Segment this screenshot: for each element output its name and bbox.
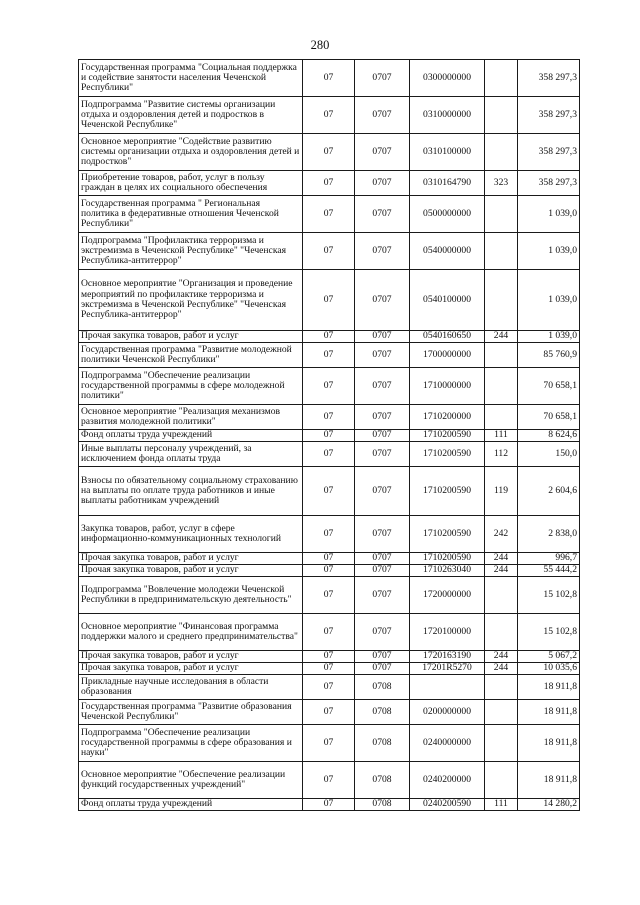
row-name: Фонд оплаты труда учреждений bbox=[79, 430, 303, 442]
row-article-code: 0540000000 bbox=[410, 233, 485, 270]
row-expense-type bbox=[485, 343, 518, 368]
row-expense-type: 323 bbox=[485, 171, 518, 196]
row-name: Основное мероприятие "Организация и проведение мероприятий по профилактике терроризма и экстремизма в Чеченской Республике" "Чеченская Республика-антитеррор" bbox=[79, 270, 303, 331]
row-name: Взносы по обязательному социальному страхованию на выплаты по оплате труда работников и иные выплаты работникам учреждений bbox=[79, 467, 303, 516]
row-section-code: 07 bbox=[303, 614, 355, 651]
row-amount: 18 911,8 bbox=[518, 725, 580, 762]
row-subsection-code: 0707 bbox=[355, 343, 410, 368]
row-amount: 996,7 bbox=[518, 553, 580, 565]
row-subsection-code: 0707 bbox=[355, 651, 410, 663]
row-amount: 358 297,3 bbox=[518, 60, 580, 97]
row-name: Прочая закупка товаров, работ и услуг bbox=[79, 663, 303, 675]
table-row bbox=[79, 725, 580, 762]
table-row bbox=[79, 651, 580, 663]
row-section-code: 07 bbox=[303, 134, 355, 171]
row-section-code: 07 bbox=[303, 60, 355, 97]
row-name: Основное мероприятие "Содействие развитию системы организации отдыха и оздоровления детей и подростков" bbox=[79, 134, 303, 171]
row-expense-type bbox=[485, 675, 518, 700]
row-article-code: 0500000000 bbox=[410, 196, 485, 233]
row-expense-type bbox=[485, 60, 518, 97]
row-section-code: 07 bbox=[303, 270, 355, 331]
row-subsection-code: 0707 bbox=[355, 430, 410, 442]
row-article-code: 0540100000 bbox=[410, 270, 485, 331]
row-name: Прочая закупка товаров, работ и услуг bbox=[79, 651, 303, 663]
row-subsection-code: 0707 bbox=[355, 516, 410, 553]
row-article-code: 1710000000 bbox=[410, 368, 485, 405]
row-name: Основное мероприятие "Реализация механизмов развития молодежной политики" bbox=[79, 405, 303, 430]
row-article-code: 0310000000 bbox=[410, 97, 485, 134]
table-row bbox=[79, 405, 580, 430]
table-row bbox=[79, 553, 580, 565]
row-section-code: 07 bbox=[303, 196, 355, 233]
row-name: Закупка товаров, работ, услуг в сфере информационно-коммуникационных технологий bbox=[79, 516, 303, 553]
budget-table-body bbox=[79, 60, 580, 811]
row-name: Подпрограмма "Вовлечение молодежи Чеченской Республики в предпринимательскую деятельность" bbox=[79, 577, 303, 614]
row-amount: 5 067,2 bbox=[518, 651, 580, 663]
row-expense-type bbox=[485, 405, 518, 430]
row-subsection-code: 0707 bbox=[355, 565, 410, 577]
table-row bbox=[79, 663, 580, 675]
row-article-code: 0540160650 bbox=[410, 331, 485, 343]
row-article-code: 0240200590 bbox=[410, 799, 485, 811]
row-expense-type bbox=[485, 577, 518, 614]
row-section-code: 07 bbox=[303, 331, 355, 343]
row-subsection-code: 0708 bbox=[355, 700, 410, 725]
row-article-code: 1720163190 bbox=[410, 651, 485, 663]
row-section-code: 07 bbox=[303, 651, 355, 663]
row-expense-type: 119 bbox=[485, 467, 518, 516]
table-row bbox=[79, 762, 580, 799]
row-amount: 358 297,3 bbox=[518, 171, 580, 196]
row-article-code: 0240200000 bbox=[410, 762, 485, 799]
row-section-code: 07 bbox=[303, 430, 355, 442]
table-row bbox=[79, 97, 580, 134]
row-expense-type: 111 bbox=[485, 799, 518, 811]
row-name: Прочая закупка товаров, работ и услуг bbox=[79, 553, 303, 565]
row-section-code: 07 bbox=[303, 675, 355, 700]
row-section-code: 07 bbox=[303, 577, 355, 614]
row-amount: 10 035,6 bbox=[518, 663, 580, 675]
row-name: Государственная программа "Развитие молодежной политики Чеченской Республики" bbox=[79, 343, 303, 368]
row-expense-type bbox=[485, 700, 518, 725]
row-amount: 55 444,2 bbox=[518, 565, 580, 577]
table-row bbox=[79, 134, 580, 171]
row-section-code: 07 bbox=[303, 442, 355, 467]
table-row bbox=[79, 171, 580, 196]
row-name: Подпрограмма "Обеспечение реализации государственной программы в сфере образования и науки" bbox=[79, 725, 303, 762]
row-amount: 2 604,6 bbox=[518, 467, 580, 516]
row-expense-type bbox=[485, 725, 518, 762]
row-expense-type: 242 bbox=[485, 516, 518, 553]
row-article-code: 1710263040 bbox=[410, 565, 485, 577]
row-expense-type: 244 bbox=[485, 565, 518, 577]
row-section-code: 07 bbox=[303, 516, 355, 553]
row-section-code: 07 bbox=[303, 565, 355, 577]
row-amount: 2 838,0 bbox=[518, 516, 580, 553]
row-subsection-code: 0707 bbox=[355, 270, 410, 331]
row-section-code: 07 bbox=[303, 663, 355, 675]
row-article-code: 0200000000 bbox=[410, 700, 485, 725]
row-expense-type bbox=[485, 762, 518, 799]
row-article-code: 1710200590 bbox=[410, 430, 485, 442]
row-expense-type bbox=[485, 97, 518, 134]
row-article-code: 1710200590 bbox=[410, 442, 485, 467]
row-expense-type: 244 bbox=[485, 651, 518, 663]
row-amount: 15 102,8 bbox=[518, 614, 580, 651]
row-name: Прочая закупка товаров, работ и услуг bbox=[79, 565, 303, 577]
row-name: Приобретение товаров, работ, услуг в пользу граждан в целях их социального обеспечения bbox=[79, 171, 303, 196]
row-subsection-code: 0707 bbox=[355, 614, 410, 651]
row-subsection-code: 0708 bbox=[355, 725, 410, 762]
row-expense-type bbox=[485, 196, 518, 233]
table-row bbox=[79, 467, 580, 516]
row-name: Прикладные научные исследования в области образования bbox=[79, 675, 303, 700]
row-article-code: 1710200590 bbox=[410, 467, 485, 516]
row-expense-type: 244 bbox=[485, 663, 518, 675]
row-amount: 8 624,6 bbox=[518, 430, 580, 442]
row-amount: 150,0 bbox=[518, 442, 580, 467]
row-name: Фонд оплаты труда учреждений bbox=[79, 799, 303, 811]
row-article-code: 1710200590 bbox=[410, 553, 485, 565]
row-expense-type bbox=[485, 270, 518, 331]
row-section-code: 07 bbox=[303, 97, 355, 134]
table-row bbox=[79, 675, 580, 700]
row-name: Государственная программа "Развитие образования Чеченской Республики" bbox=[79, 700, 303, 725]
table-row bbox=[79, 343, 580, 368]
row-section-code: 07 bbox=[303, 233, 355, 270]
row-name: Подпрограмма "Профилактика терроризма и экстремизма в Чеченской Республике" "Чеченская Республика-антитеррор" bbox=[79, 233, 303, 270]
row-article-code: 1700000000 bbox=[410, 343, 485, 368]
row-article-code bbox=[410, 675, 485, 700]
row-section-code: 07 bbox=[303, 799, 355, 811]
row-name: Основное мероприятие "Финансовая программа поддержки малого и среднего предпринимательства" bbox=[79, 614, 303, 651]
table-row bbox=[79, 270, 580, 331]
row-subsection-code: 0707 bbox=[355, 331, 410, 343]
row-amount: 1 039,0 bbox=[518, 270, 580, 331]
row-section-code: 07 bbox=[303, 762, 355, 799]
table-row bbox=[79, 60, 580, 97]
table-row bbox=[79, 565, 580, 577]
row-name: Основное мероприятие "Обеспечение реализации функций государственных учреждений" bbox=[79, 762, 303, 799]
row-section-code: 07 bbox=[303, 405, 355, 430]
table-row bbox=[79, 614, 580, 651]
table-row bbox=[79, 196, 580, 233]
row-name: Подпрограмма "Развитие системы организации отдыха и оздоровления детей и подростков в Чеченской Республике" bbox=[79, 97, 303, 134]
row-expense-type bbox=[485, 134, 518, 171]
row-amount: 70 658,1 bbox=[518, 368, 580, 405]
row-subsection-code: 0707 bbox=[355, 663, 410, 675]
row-expense-type: 111 bbox=[485, 430, 518, 442]
table-row bbox=[79, 442, 580, 467]
table-row bbox=[79, 368, 580, 405]
row-subsection-code: 0707 bbox=[355, 577, 410, 614]
table-row bbox=[79, 577, 580, 614]
table-row bbox=[79, 516, 580, 553]
row-amount: 1 039,0 bbox=[518, 233, 580, 270]
row-name: Подпрограмма "Обеспечение реализации государственной программы в сфере молодежной политики" bbox=[79, 368, 303, 405]
row-subsection-code: 0707 bbox=[355, 134, 410, 171]
row-amount: 15 102,8 bbox=[518, 577, 580, 614]
row-article-code: 1710200590 bbox=[410, 516, 485, 553]
row-subsection-code: 0708 bbox=[355, 675, 410, 700]
row-article-code: 0310164790 bbox=[410, 171, 485, 196]
row-article-code: 0310100000 bbox=[410, 134, 485, 171]
row-expense-type bbox=[485, 233, 518, 270]
budget-table bbox=[78, 59, 580, 811]
row-amount: 70 658,1 bbox=[518, 405, 580, 430]
row-section-code: 07 bbox=[303, 467, 355, 516]
row-article-code: 1720000000 bbox=[410, 577, 485, 614]
row-subsection-code: 0707 bbox=[355, 233, 410, 270]
row-expense-type: 244 bbox=[485, 553, 518, 565]
row-subsection-code: 0707 bbox=[355, 60, 410, 97]
row-article-code: 0240000000 bbox=[410, 725, 485, 762]
row-subsection-code: 0707 bbox=[355, 442, 410, 467]
row-section-code: 07 bbox=[303, 700, 355, 725]
row-amount: 14 280,2 bbox=[518, 799, 580, 811]
page-number: 280 bbox=[310, 38, 330, 52]
row-expense-type bbox=[485, 368, 518, 405]
row-subsection-code: 0708 bbox=[355, 762, 410, 799]
table-row bbox=[79, 331, 580, 343]
row-section-code: 07 bbox=[303, 343, 355, 368]
row-subsection-code: 0707 bbox=[355, 405, 410, 430]
row-subsection-code: 0707 bbox=[355, 196, 410, 233]
row-article-code: 17201R5270 bbox=[410, 663, 485, 675]
row-article-code: 1720100000 bbox=[410, 614, 485, 651]
row-expense-type bbox=[485, 614, 518, 651]
table-row bbox=[79, 799, 580, 811]
row-article-code: 0300000000 bbox=[410, 60, 485, 97]
row-subsection-code: 0708 bbox=[355, 799, 410, 811]
row-subsection-code: 0707 bbox=[355, 553, 410, 565]
row-amount: 18 911,8 bbox=[518, 762, 580, 799]
row-amount: 18 911,8 bbox=[518, 700, 580, 725]
row-name: Государственная программа " Региональная политика в федеративные отношения Чеченской Республики" bbox=[79, 196, 303, 233]
row-name: Государственная программа "Социальная поддержка и содействие занятости населения Чеченской Республики" bbox=[79, 60, 303, 97]
row-subsection-code: 0707 bbox=[355, 467, 410, 516]
row-expense-type: 244 bbox=[485, 331, 518, 343]
row-amount: 85 760,9 bbox=[518, 343, 580, 368]
row-amount: 1 039,0 bbox=[518, 196, 580, 233]
row-section-code: 07 bbox=[303, 553, 355, 565]
row-name: Иные выплаты персоналу учреждений, за исключением фонда оплаты труда bbox=[79, 442, 303, 467]
row-amount: 1 039,0 bbox=[518, 331, 580, 343]
row-subsection-code: 0707 bbox=[355, 97, 410, 134]
row-subsection-code: 0707 bbox=[355, 171, 410, 196]
row-name: Прочая закупка товаров, работ и услуг bbox=[79, 331, 303, 343]
row-section-code: 07 bbox=[303, 368, 355, 405]
row-article-code: 1710200000 bbox=[410, 405, 485, 430]
row-amount: 358 297,3 bbox=[518, 97, 580, 134]
row-section-code: 07 bbox=[303, 171, 355, 196]
row-amount: 18 911,8 bbox=[518, 675, 580, 700]
table-row bbox=[79, 700, 580, 725]
row-section-code: 07 bbox=[303, 725, 355, 762]
row-subsection-code: 0707 bbox=[355, 368, 410, 405]
row-amount: 358 297,3 bbox=[518, 134, 580, 171]
row-expense-type: 112 bbox=[485, 442, 518, 467]
table-row bbox=[79, 430, 580, 442]
table-row bbox=[79, 233, 580, 270]
